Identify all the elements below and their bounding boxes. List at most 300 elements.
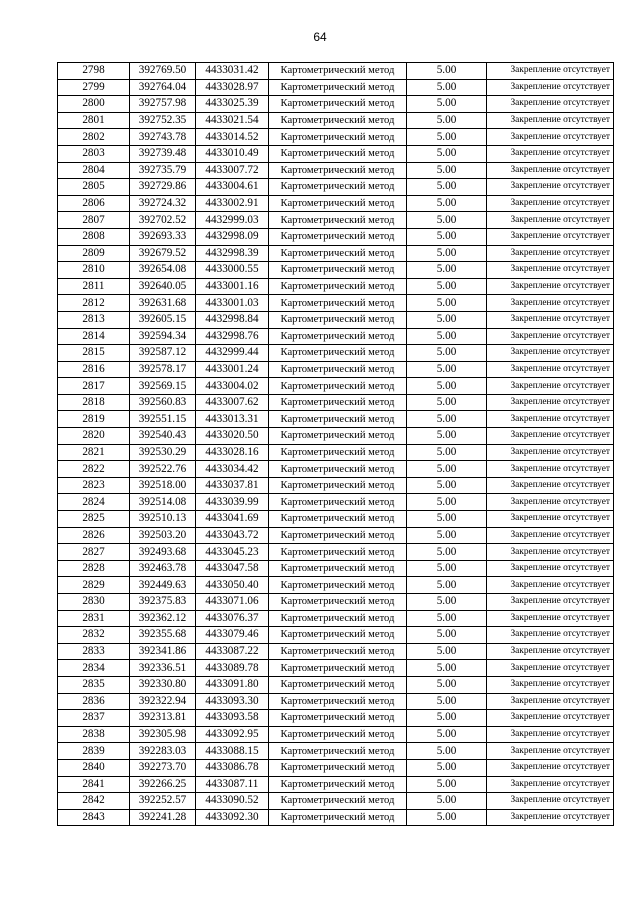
cell-x-coordinate: 392522.76 <box>130 461 196 478</box>
cell-y-coordinate: 4433041.69 <box>196 511 269 528</box>
cell-method: Картометрический метод <box>269 793 407 810</box>
cell-method: Картометрический метод <box>269 96 407 113</box>
cell-accuracy: 5.00 <box>407 793 487 810</box>
cell-fixation: Закрепление отсутствует <box>487 378 614 395</box>
table-row <box>58 511 614 528</box>
cell-fixation: Закрепление отсутствует <box>487 212 614 229</box>
cell-point-number: 2826 <box>58 527 130 544</box>
cell-fixation: Закрепление отсутствует <box>487 262 614 279</box>
cell-y-coordinate: 4433079.46 <box>196 627 269 644</box>
cell-point-number: 2814 <box>58 328 130 345</box>
cell-x-coordinate: 392739.48 <box>130 145 196 162</box>
cell-method: Картометрический метод <box>269 444 407 461</box>
cell-x-coordinate: 392729.86 <box>130 179 196 196</box>
cell-accuracy: 5.00 <box>407 162 487 179</box>
cell-y-coordinate: 4433028.16 <box>196 444 269 461</box>
cell-fixation: Закрепление отсутствует <box>487 179 614 196</box>
table-row <box>58 544 614 561</box>
cell-x-coordinate: 392640.05 <box>130 278 196 295</box>
cell-method: Картометрический метод <box>269 295 407 312</box>
cell-fixation: Закрепление отсутствует <box>487 743 614 760</box>
cell-point-number: 2806 <box>58 195 130 212</box>
cell-accuracy: 5.00 <box>407 743 487 760</box>
cell-fixation: Закрепление отсутствует <box>487 79 614 96</box>
table-row <box>58 494 614 511</box>
cell-x-coordinate: 392305.98 <box>130 726 196 743</box>
cell-y-coordinate: 4433091.80 <box>196 676 269 693</box>
cell-accuracy: 5.00 <box>407 345 487 362</box>
cell-method: Картометрический метод <box>269 676 407 693</box>
cell-point-number: 2828 <box>58 560 130 577</box>
cell-method: Картометрический метод <box>269 63 407 80</box>
cell-method: Картометрический метод <box>269 726 407 743</box>
cell-accuracy: 5.00 <box>407 63 487 80</box>
cell-accuracy: 5.00 <box>407 676 487 693</box>
cell-fixation: Закрепление отсутствует <box>487 444 614 461</box>
table-row <box>58 676 614 693</box>
cell-fixation: Закрепление отсутствует <box>487 96 614 113</box>
table-row <box>58 295 614 312</box>
cell-point-number: 2832 <box>58 627 130 644</box>
cell-x-coordinate: 392449.63 <box>130 577 196 594</box>
cell-accuracy: 5.00 <box>407 328 487 345</box>
cell-x-coordinate: 392313.81 <box>130 710 196 727</box>
cell-fixation: Закрепление отсутствует <box>487 245 614 262</box>
table-row <box>58 79 614 96</box>
cell-method: Картометрический метод <box>269 278 407 295</box>
cell-point-number: 2801 <box>58 112 130 129</box>
cell-point-number: 2800 <box>58 96 130 113</box>
cell-point-number: 2827 <box>58 544 130 561</box>
table-row <box>58 444 614 461</box>
cell-y-coordinate: 4433076.37 <box>196 610 269 627</box>
cell-x-coordinate: 392693.33 <box>130 228 196 245</box>
cell-method: Картометрический метод <box>269 328 407 345</box>
cell-method: Картометрический метод <box>269 544 407 561</box>
cell-method: Картометрический метод <box>269 129 407 146</box>
cell-fixation: Закрепление отсутствует <box>487 693 614 710</box>
cell-point-number: 2836 <box>58 693 130 710</box>
cell-y-coordinate: 4433013.31 <box>196 411 269 428</box>
cell-y-coordinate: 4433043.72 <box>196 527 269 544</box>
cell-y-coordinate: 4433034.42 <box>196 461 269 478</box>
cell-point-number: 2820 <box>58 428 130 445</box>
cell-accuracy: 5.00 <box>407 726 487 743</box>
cell-point-number: 2823 <box>58 477 130 494</box>
cell-accuracy: 5.00 <box>407 627 487 644</box>
cell-point-number: 2835 <box>58 676 130 693</box>
table-row <box>58 577 614 594</box>
cell-x-coordinate: 392510.13 <box>130 511 196 528</box>
cell-y-coordinate: 4432999.03 <box>196 212 269 229</box>
cell-point-number: 2833 <box>58 643 130 660</box>
cell-fixation: Закрепление отсутствует <box>487 112 614 129</box>
cell-fixation: Закрепление отсутствует <box>487 809 614 826</box>
cell-point-number: 2843 <box>58 809 130 826</box>
cell-x-coordinate: 392355.68 <box>130 627 196 644</box>
cell-y-coordinate: 4433093.58 <box>196 710 269 727</box>
cell-x-coordinate: 392514.08 <box>130 494 196 511</box>
cell-fixation: Закрепление отсутствует <box>487 759 614 776</box>
table-row <box>58 477 614 494</box>
cell-x-coordinate: 392336.51 <box>130 660 196 677</box>
cell-fixation: Закрепление отсутствует <box>487 461 614 478</box>
cell-accuracy: 5.00 <box>407 112 487 129</box>
cell-point-number: 2803 <box>58 145 130 162</box>
cell-method: Картометрический метод <box>269 660 407 677</box>
cell-fixation: Закрепление отсутствует <box>487 577 614 594</box>
cell-x-coordinate: 392757.98 <box>130 96 196 113</box>
cell-method: Картометрический метод <box>269 428 407 445</box>
cell-y-coordinate: 4432998.39 <box>196 245 269 262</box>
cell-point-number: 2811 <box>58 278 130 295</box>
cell-x-coordinate: 392330.80 <box>130 676 196 693</box>
cell-x-coordinate: 392594.34 <box>130 328 196 345</box>
table-row <box>58 129 614 146</box>
cell-method: Картометрический метод <box>269 378 407 395</box>
cell-y-coordinate: 4432999.44 <box>196 345 269 362</box>
table-row <box>58 245 614 262</box>
cell-x-coordinate: 392252.57 <box>130 793 196 810</box>
cell-fixation: Закрепление отсутствует <box>487 145 614 162</box>
cell-point-number: 2802 <box>58 129 130 146</box>
cell-method: Картометрический метод <box>269 345 407 362</box>
cell-point-number: 2824 <box>58 494 130 511</box>
cell-accuracy: 5.00 <box>407 129 487 146</box>
cell-point-number: 2798 <box>58 63 130 80</box>
cell-fixation: Закрепление отсутствует <box>487 793 614 810</box>
table-row <box>58 710 614 727</box>
cell-y-coordinate: 4433002.91 <box>196 195 269 212</box>
cell-method: Картометрический метод <box>269 262 407 279</box>
cell-x-coordinate: 392587.12 <box>130 345 196 362</box>
cell-accuracy: 5.00 <box>407 643 487 660</box>
cell-fixation: Закрепление отсутствует <box>487 311 614 328</box>
cell-fixation: Закрепление отсутствует <box>487 560 614 577</box>
cell-x-coordinate: 392341.86 <box>130 643 196 660</box>
cell-accuracy: 5.00 <box>407 527 487 544</box>
cell-y-coordinate: 4433047.58 <box>196 560 269 577</box>
cell-fixation: Закрепление отсутствует <box>487 544 614 561</box>
cell-point-number: 2841 <box>58 776 130 793</box>
cell-x-coordinate: 392241.28 <box>130 809 196 826</box>
cell-fixation: Закрепление отсутствует <box>487 394 614 411</box>
cell-method: Картометрический метод <box>269 560 407 577</box>
cell-y-coordinate: 4433025.39 <box>196 96 269 113</box>
cell-accuracy: 5.00 <box>407 577 487 594</box>
cell-fixation: Закрепление отсутствует <box>487 328 614 345</box>
cell-accuracy: 5.00 <box>407 809 487 826</box>
cell-x-coordinate: 392362.12 <box>130 610 196 627</box>
cell-accuracy: 5.00 <box>407 295 487 312</box>
cell-method: Картометрический метод <box>269 809 407 826</box>
cell-x-coordinate: 392530.29 <box>130 444 196 461</box>
table-row <box>58 461 614 478</box>
cell-accuracy: 5.00 <box>407 511 487 528</box>
cell-method: Картометрический метод <box>269 79 407 96</box>
cell-x-coordinate: 392375.83 <box>130 594 196 611</box>
cell-point-number: 2837 <box>58 710 130 727</box>
cell-y-coordinate: 4433089.78 <box>196 660 269 677</box>
cell-method: Картометрический метод <box>269 145 407 162</box>
table-row <box>58 726 614 743</box>
cell-fixation: Закрепление отсутствует <box>487 527 614 544</box>
cell-accuracy: 5.00 <box>407 759 487 776</box>
cell-x-coordinate: 392551.15 <box>130 411 196 428</box>
table-row <box>58 162 614 179</box>
cell-fixation: Закрепление отсутствует <box>487 660 614 677</box>
table-row <box>58 643 614 660</box>
table-row <box>58 809 614 826</box>
cell-fixation: Закрепление отсутствует <box>487 726 614 743</box>
cell-y-coordinate: 4433010.49 <box>196 145 269 162</box>
cell-fixation: Закрепление отсутствует <box>487 228 614 245</box>
table-body <box>58 63 614 826</box>
cell-x-coordinate: 392518.00 <box>130 477 196 494</box>
cell-accuracy: 5.00 <box>407 228 487 245</box>
table-row <box>58 527 614 544</box>
cell-y-coordinate: 4433092.95 <box>196 726 269 743</box>
cell-accuracy: 5.00 <box>407 145 487 162</box>
cell-point-number: 2813 <box>58 311 130 328</box>
cell-point-number: 2839 <box>58 743 130 760</box>
table-row <box>58 195 614 212</box>
cell-accuracy: 5.00 <box>407 195 487 212</box>
cell-y-coordinate: 4433000.55 <box>196 262 269 279</box>
cell-fixation: Закрепление отсутствует <box>487 610 614 627</box>
cell-y-coordinate: 4433007.62 <box>196 394 269 411</box>
cell-point-number: 2838 <box>58 726 130 743</box>
cell-y-coordinate: 4433092.30 <box>196 809 269 826</box>
cell-method: Картометрический метод <box>269 245 407 262</box>
page-number: 64 <box>313 30 327 44</box>
cell-point-number: 2842 <box>58 793 130 810</box>
table-row <box>58 378 614 395</box>
cell-fixation: Закрепление отсутствует <box>487 129 614 146</box>
cell-method: Картометрический метод <box>269 411 407 428</box>
cell-fixation: Закрепление отсутствует <box>487 511 614 528</box>
cell-accuracy: 5.00 <box>407 461 487 478</box>
cell-fixation: Закрепление отсутствует <box>487 63 614 80</box>
cell-point-number: 2810 <box>58 262 130 279</box>
cell-x-coordinate: 392743.78 <box>130 129 196 146</box>
cell-accuracy: 5.00 <box>407 96 487 113</box>
cell-point-number: 2831 <box>58 610 130 627</box>
table-row <box>58 145 614 162</box>
cell-y-coordinate: 4432998.09 <box>196 228 269 245</box>
cell-y-coordinate: 4433021.54 <box>196 112 269 129</box>
cell-method: Картометрический метод <box>269 212 407 229</box>
cell-point-number: 2821 <box>58 444 130 461</box>
cell-method: Картометрический метод <box>269 394 407 411</box>
cell-x-coordinate: 392679.52 <box>130 245 196 262</box>
cell-fixation: Закрепление отсутствует <box>487 776 614 793</box>
cell-accuracy: 5.00 <box>407 262 487 279</box>
cell-method: Картометрический метод <box>269 594 407 611</box>
table-row <box>58 793 614 810</box>
table-row <box>58 179 614 196</box>
cell-point-number: 2825 <box>58 511 130 528</box>
table-row <box>58 361 614 378</box>
cell-point-number: 2808 <box>58 228 130 245</box>
cell-method: Картометрический метод <box>269 228 407 245</box>
cell-y-coordinate: 4433020.50 <box>196 428 269 445</box>
cell-method: Картометрический метод <box>269 693 407 710</box>
cell-fixation: Закрепление отсутствует <box>487 643 614 660</box>
cell-x-coordinate: 392266.25 <box>130 776 196 793</box>
cell-x-coordinate: 392273.70 <box>130 759 196 776</box>
cell-x-coordinate: 392764.04 <box>130 79 196 96</box>
table-row <box>58 394 614 411</box>
cell-point-number: 2805 <box>58 179 130 196</box>
cell-method: Картометрический метод <box>269 511 407 528</box>
table-row <box>58 627 614 644</box>
cell-point-number: 2799 <box>58 79 130 96</box>
cell-x-coordinate: 392322.94 <box>130 693 196 710</box>
cell-y-coordinate: 4433028.97 <box>196 79 269 96</box>
cell-y-coordinate: 4433001.16 <box>196 278 269 295</box>
coordinates-table <box>57 62 614 826</box>
cell-fixation: Закрепление отсутствует <box>487 477 614 494</box>
cell-y-coordinate: 4433071.06 <box>196 594 269 611</box>
cell-accuracy: 5.00 <box>407 394 487 411</box>
cell-accuracy: 5.00 <box>407 79 487 96</box>
cell-x-coordinate: 392735.79 <box>130 162 196 179</box>
cell-y-coordinate: 4433001.03 <box>196 295 269 312</box>
cell-y-coordinate: 4433050.40 <box>196 577 269 594</box>
cell-x-coordinate: 392560.83 <box>130 394 196 411</box>
cell-point-number: 2816 <box>58 361 130 378</box>
cell-method: Картометрический метод <box>269 776 407 793</box>
cell-point-number: 2829 <box>58 577 130 594</box>
table-row <box>58 63 614 80</box>
cell-x-coordinate: 392493.68 <box>130 544 196 561</box>
cell-method: Картометрический метод <box>269 710 407 727</box>
table-row <box>58 759 614 776</box>
cell-y-coordinate: 4433045.23 <box>196 544 269 561</box>
table-row <box>58 411 614 428</box>
cell-method: Картометрический метод <box>269 643 407 660</box>
cell-fixation: Закрепление отсутствует <box>487 594 614 611</box>
cell-accuracy: 5.00 <box>407 245 487 262</box>
cell-fixation: Закрепление отсутствует <box>487 710 614 727</box>
cell-fixation: Закрепление отсутствует <box>487 627 614 644</box>
table-row <box>58 594 614 611</box>
cell-accuracy: 5.00 <box>407 411 487 428</box>
table-row <box>58 560 614 577</box>
cell-y-coordinate: 4433004.02 <box>196 378 269 395</box>
cell-accuracy: 5.00 <box>407 212 487 229</box>
cell-fixation: Закрепление отсутствует <box>487 494 614 511</box>
cell-point-number: 2812 <box>58 295 130 312</box>
cell-accuracy: 5.00 <box>407 179 487 196</box>
cell-accuracy: 5.00 <box>407 594 487 611</box>
table-row <box>58 96 614 113</box>
cell-point-number: 2822 <box>58 461 130 478</box>
table-row <box>58 610 614 627</box>
cell-accuracy: 5.00 <box>407 544 487 561</box>
cell-fixation: Закрепление отсутствует <box>487 361 614 378</box>
cell-y-coordinate: 4433086.78 <box>196 759 269 776</box>
cell-method: Картометрический метод <box>269 195 407 212</box>
cell-accuracy: 5.00 <box>407 428 487 445</box>
cell-point-number: 2834 <box>58 660 130 677</box>
cell-y-coordinate: 4433004.61 <box>196 179 269 196</box>
cell-accuracy: 5.00 <box>407 693 487 710</box>
cell-x-coordinate: 392654.08 <box>130 262 196 279</box>
cell-y-coordinate: 4432998.84 <box>196 311 269 328</box>
table-row <box>58 743 614 760</box>
cell-y-coordinate: 4433014.52 <box>196 129 269 146</box>
cell-fixation: Закрепление отсутствует <box>487 428 614 445</box>
table-row <box>58 345 614 362</box>
cell-y-coordinate: 4433093.30 <box>196 693 269 710</box>
cell-accuracy: 5.00 <box>407 444 487 461</box>
cell-x-coordinate: 392578.17 <box>130 361 196 378</box>
cell-y-coordinate: 4433087.22 <box>196 643 269 660</box>
table-row <box>58 311 614 328</box>
table-row <box>58 262 614 279</box>
cell-fixation: Закрепление отсутствует <box>487 195 614 212</box>
table-row <box>58 278 614 295</box>
cell-point-number: 2815 <box>58 345 130 362</box>
cell-method: Картометрический метод <box>269 527 407 544</box>
cell-accuracy: 5.00 <box>407 378 487 395</box>
table-row <box>58 693 614 710</box>
cell-method: Картометрический метод <box>269 477 407 494</box>
cell-method: Картометрический метод <box>269 461 407 478</box>
cell-x-coordinate: 392724.32 <box>130 195 196 212</box>
cell-x-coordinate: 392769.50 <box>130 63 196 80</box>
cell-point-number: 2830 <box>58 594 130 611</box>
cell-method: Картометрический метод <box>269 759 407 776</box>
cell-y-coordinate: 4433088.15 <box>196 743 269 760</box>
table-row <box>58 228 614 245</box>
cell-method: Картометрический метод <box>269 627 407 644</box>
cell-point-number: 2818 <box>58 394 130 411</box>
cell-x-coordinate: 392702.52 <box>130 212 196 229</box>
cell-method: Картометрический метод <box>269 112 407 129</box>
cell-y-coordinate: 4433007.72 <box>196 162 269 179</box>
table-row <box>58 112 614 129</box>
cell-method: Картометрический метод <box>269 162 407 179</box>
cell-x-coordinate: 392631.68 <box>130 295 196 312</box>
table-row <box>58 776 614 793</box>
cell-point-number: 2817 <box>58 378 130 395</box>
cell-method: Картометрический метод <box>269 311 407 328</box>
cell-accuracy: 5.00 <box>407 560 487 577</box>
cell-accuracy: 5.00 <box>407 610 487 627</box>
cell-accuracy: 5.00 <box>407 278 487 295</box>
table-row <box>58 660 614 677</box>
cell-y-coordinate: 4433001.24 <box>196 361 269 378</box>
cell-method: Картометрический метод <box>269 743 407 760</box>
cell-method: Картометрический метод <box>269 494 407 511</box>
cell-fixation: Закрепление отсутствует <box>487 676 614 693</box>
cell-accuracy: 5.00 <box>407 660 487 677</box>
cell-method: Картометрический метод <box>269 361 407 378</box>
cell-y-coordinate: 4433031.42 <box>196 63 269 80</box>
cell-accuracy: 5.00 <box>407 494 487 511</box>
cell-accuracy: 5.00 <box>407 477 487 494</box>
cell-point-number: 2819 <box>58 411 130 428</box>
cell-accuracy: 5.00 <box>407 776 487 793</box>
cell-accuracy: 5.00 <box>407 361 487 378</box>
cell-x-coordinate: 392463.78 <box>130 560 196 577</box>
table-row <box>58 428 614 445</box>
cell-method: Картометрический метод <box>269 610 407 627</box>
cell-point-number: 2809 <box>58 245 130 262</box>
